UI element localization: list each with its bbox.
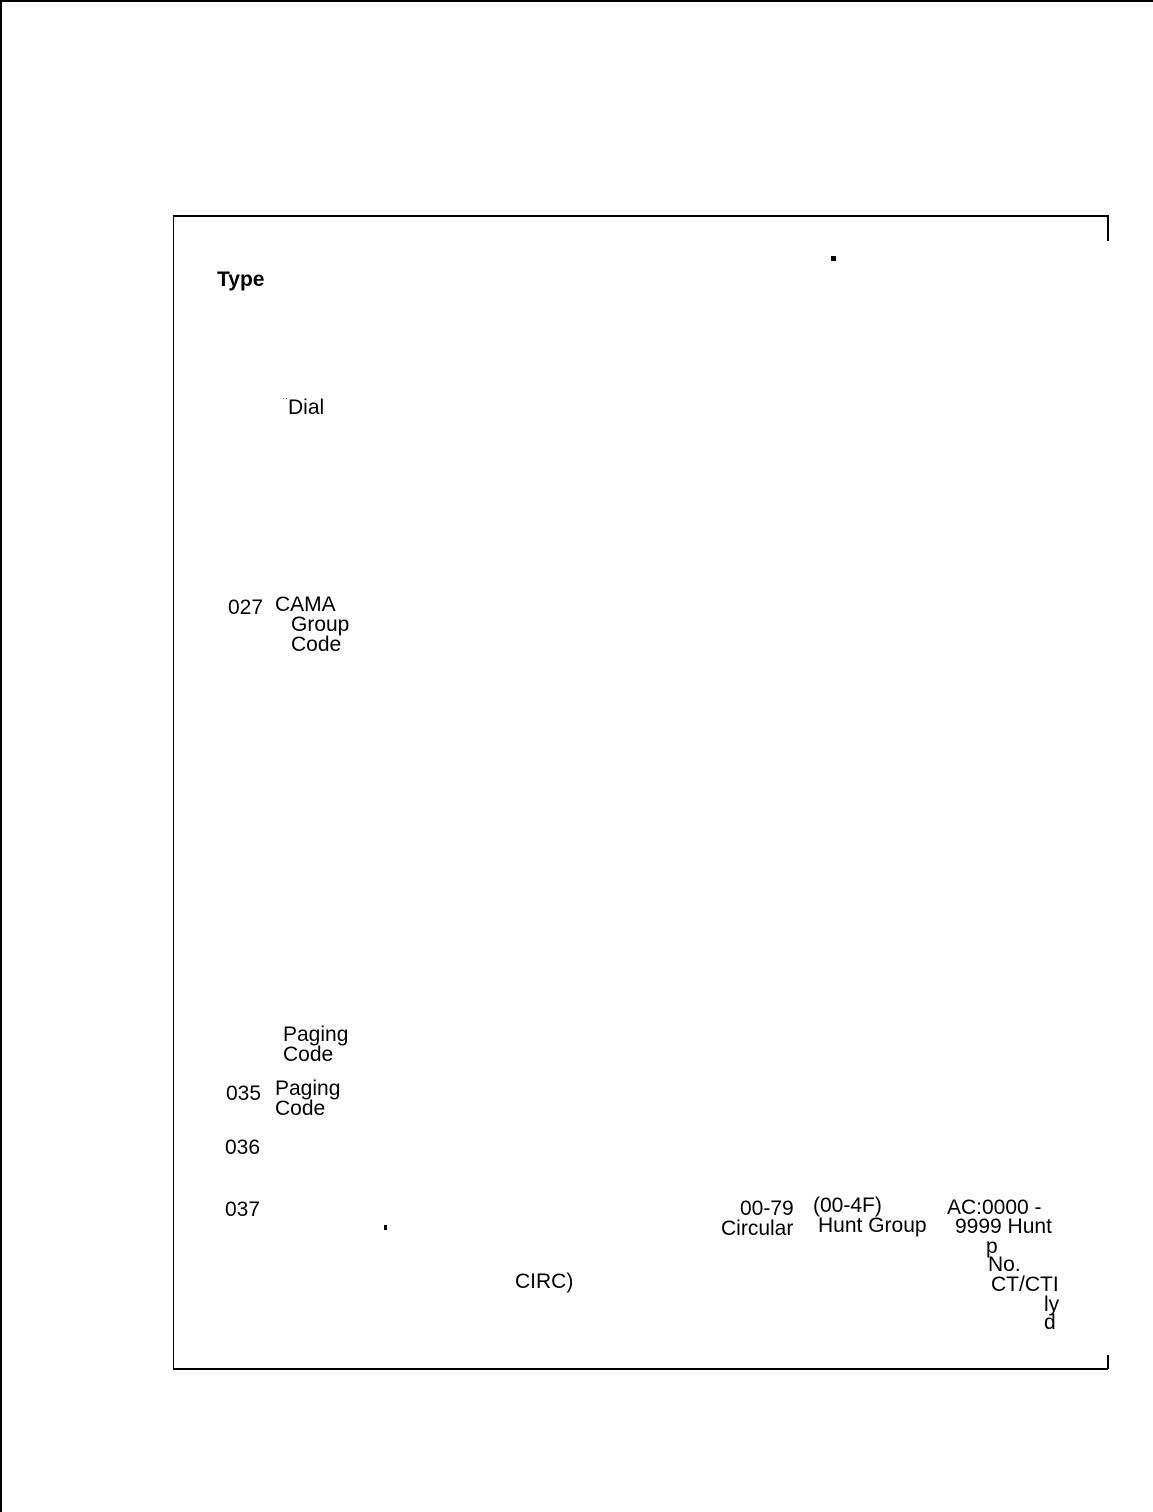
row-037-hunt-line5: ly: [1044, 1293, 1060, 1316]
row-034-label-line2: Code: [283, 1043, 334, 1066]
row-027-label-line1: CAMA: [275, 593, 336, 616]
row-037-hunt-line6: d: [1044, 1311, 1056, 1334]
row-037-range: 00-79: [740, 1197, 794, 1220]
row-037-hunt-group: Hunt Group: [818, 1214, 927, 1237]
row-037-code: 037: [225, 1198, 261, 1221]
row-037-hunt-line1: 9999 Hunt: [955, 1215, 1052, 1238]
row-035-label-line1: Paging: [275, 1077, 341, 1100]
row-027-label-line2: Group: [291, 613, 350, 636]
row-027-code: 027: [228, 596, 264, 619]
row-035-label-line2: Code: [275, 1097, 326, 1120]
row-037-circular: Circular: [721, 1217, 794, 1240]
page-top-edge: [0, 0, 1153, 2]
table-frame-right-tick-bottom: [1107, 1355, 1109, 1369]
row-037-dash: [384, 1225, 387, 1230]
row-037-range-hex: (00-4F): [813, 1194, 882, 1217]
row-027-label-line3: Code: [291, 633, 342, 656]
table-frame-right-tick: [1107, 215, 1109, 241]
stray-mark: [831, 256, 836, 261]
row-037-circ-fragment: CIRC): [515, 1270, 574, 1293]
row-035-code: 035: [226, 1082, 262, 1105]
row-036-code: 036: [225, 1136, 261, 1159]
row-037-hunt-line3: No.: [988, 1253, 1021, 1276]
row-037-hunt-line2: p: [986, 1235, 998, 1258]
page-left-edge: [0, 0, 2, 1512]
dial-label: Dial: [288, 396, 325, 419]
row-037-hunt-line4: CT/CTI: [991, 1273, 1059, 1296]
column-header-type: Type: [217, 268, 265, 291]
scratch-mark: ‥: [282, 391, 289, 401]
row-037-ac-range: AC:0000 -: [947, 1196, 1042, 1219]
row-034-label-line1: Paging: [283, 1023, 349, 1046]
